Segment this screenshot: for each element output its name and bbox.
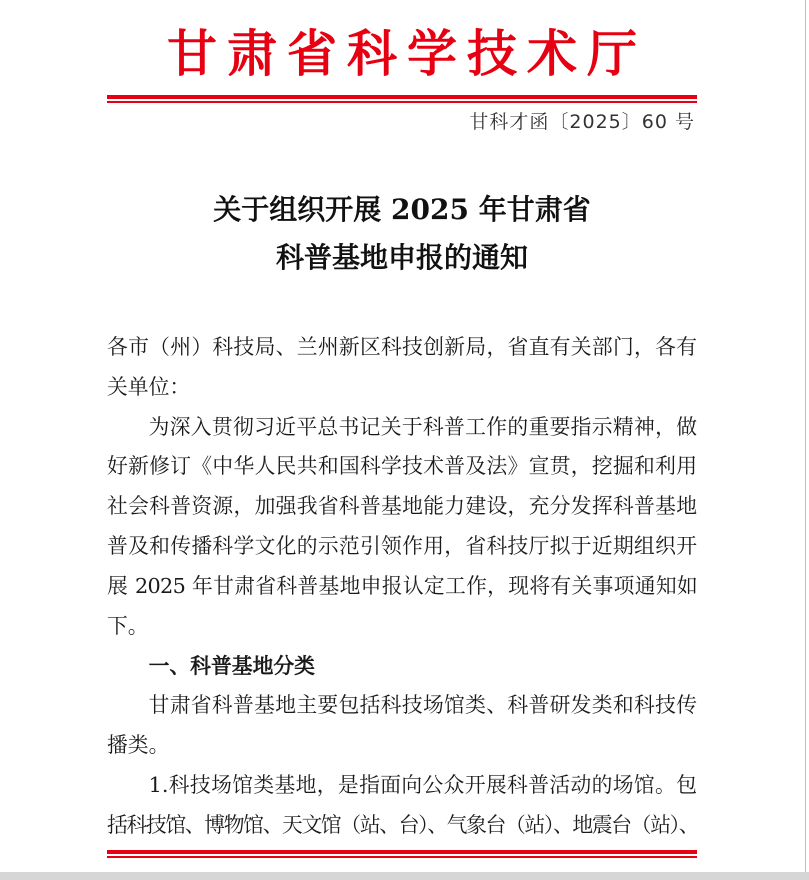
page-edge-bottom xyxy=(0,872,809,880)
body-line: 为深入贯彻习近平总书记关于科普工作的重要指示精神，做 xyxy=(148,414,697,439)
body-line: 普及和传播科学文化的示范引领作用，省科技厅拟于近期组织开 xyxy=(107,533,697,558)
body-line: 展 2025 年甘肃省科普基地申报认定工作，现将有关事项通知如 xyxy=(107,573,697,598)
body-line: 各市（州）科技局、兰州新区科技创新局，省直有关部门，各有 xyxy=(107,335,697,359)
body-line: 下。 xyxy=(107,613,149,638)
footer-red-rule-thick xyxy=(107,850,697,854)
title-line-1: 关于组织开展 2025 年甘肃省 xyxy=(213,193,591,226)
header-red-rule-thin xyxy=(107,101,697,103)
issuing-org-header: 甘肃省科学技术厅 xyxy=(167,24,647,83)
footer-red-rule-thin xyxy=(107,856,697,858)
body-line: 关单位： xyxy=(107,374,191,399)
body-line: 甘肃省科普基地主要包括科技场馆类、科普研发类和科技传 xyxy=(148,693,697,718)
body-line: 好新修订《中华人民共和国科学技术普及法》宣贯，挖掘和利用 xyxy=(107,454,697,479)
body-line: 播类。 xyxy=(107,732,170,757)
body-line: 括科技馆、博物馆、天文馆（站、台）、气象台（站）、地震台（站）、 xyxy=(107,812,697,837)
page-edge-right xyxy=(805,0,806,872)
title-line-2: 科普基地申报的通知 xyxy=(275,241,528,274)
document-number: 甘科才函〔2025〕60 号 xyxy=(469,111,695,133)
header-red-rule-thick xyxy=(107,95,697,99)
body-line: 1.科技场馆类基地，是指面向公众开展科普活动的场馆。包 xyxy=(148,772,697,797)
body-line: 社会科普资源，加强我省科普基地能力建设，充分发挥科普基地 xyxy=(107,494,697,519)
section-heading: 一、科普基地分类 xyxy=(148,653,315,679)
document-title xyxy=(107,186,697,282)
document-body xyxy=(107,328,697,845)
